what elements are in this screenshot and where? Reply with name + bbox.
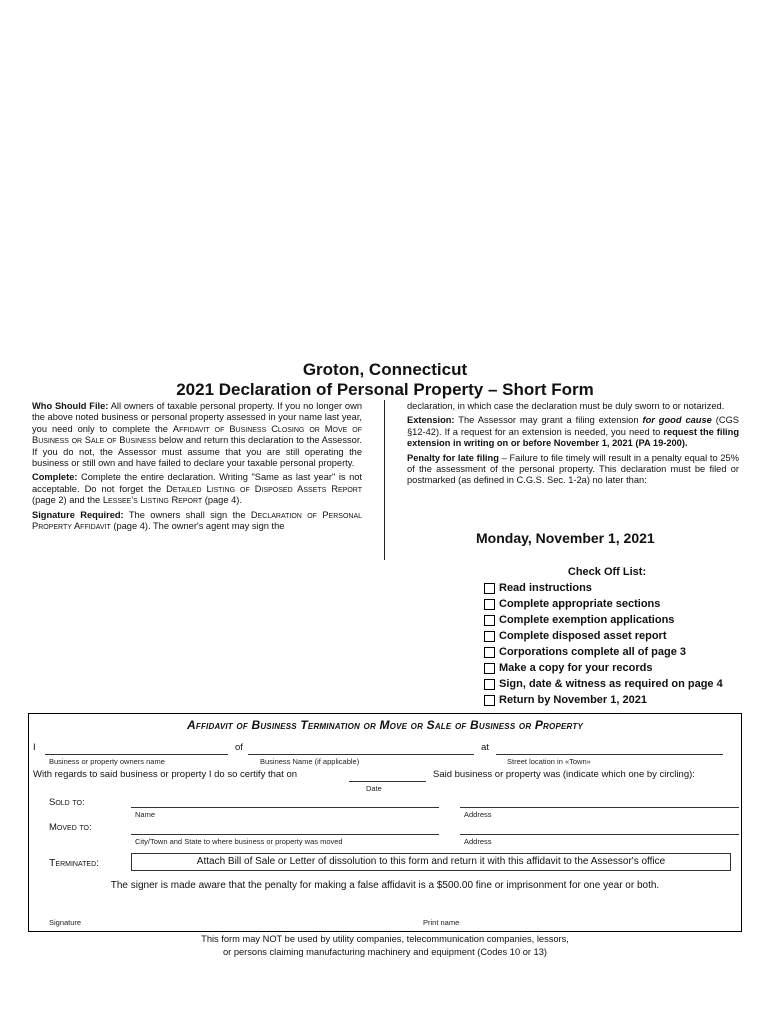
affidavit-section — [28, 713, 742, 932]
moved-to-option[interactable]: Moved to: — [49, 822, 92, 833]
checklist-item[interactable] — [484, 612, 744, 628]
checklist-item[interactable] — [484, 644, 744, 660]
complete-label: Complete: — [32, 472, 78, 483]
signature-paragraph — [32, 510, 362, 533]
checkbox[interactable] — [484, 615, 495, 626]
moved-address-field[interactable] — [460, 834, 739, 835]
checkbox[interactable] — [484, 663, 495, 674]
checklist-item[interactable] — [484, 596, 744, 612]
checkbox[interactable] — [484, 583, 495, 594]
checkbox[interactable] — [484, 695, 495, 706]
checklist-item-label: Make a copy for your records — [499, 662, 653, 674]
penalty-text: – Failure to file timely will result in a penalty equal to 25% of the assessment of the personal property. This declaration must be filed or postmarked (as defined in C.G.S. Sec. 1-2a) no later than: — [407, 452, 739, 486]
signature-required-label: Signature Required: — [32, 509, 124, 520]
who-should-file-paragraph — [32, 401, 362, 469]
complete-text-2: (page 2) and the — [32, 495, 103, 506]
of-label: of — [235, 742, 243, 753]
owner-name-caption: Business or property owners name — [49, 757, 165, 766]
checkbox[interactable] — [484, 679, 495, 690]
complete-text-3: (page 4). — [202, 495, 242, 506]
complete-paragraph — [32, 472, 362, 506]
right-instructions — [407, 401, 739, 490]
lessee-report-reference: Lessee's Listing Report — [102, 495, 203, 506]
extension-text: The Assessor may grant a filing extension — [454, 415, 643, 426]
extension-label: Extension: — [407, 415, 455, 426]
footer-note-line-1: This form may NOT be used by utility companies, telecommunication companies, lessors, — [201, 934, 569, 944]
terminated-instruction-box: Attach Bill of Sale or Letter of dissolution to this form and return it with this affidavit to the Assessor's office — [131, 853, 731, 871]
checklist-item-label: Return by November 1, 2021 — [499, 694, 647, 706]
i-label: I — [33, 742, 36, 753]
declaration-affidavit-reference: Declaration of Personal Property Affidavit — [32, 509, 363, 532]
signature-text-2: (page 4). The owner's agent may sign the — [110, 521, 285, 532]
complete-text: Complete the entire declaration. Writing "Same as last year" is not acceptable. Do not forget the — [32, 472, 362, 494]
print-name-caption: Print name — [423, 918, 460, 927]
buyer-name-field[interactable] — [131, 807, 439, 808]
signature-caption: Signature — [49, 918, 82, 927]
false-affidavit-penalty: The signer is made aware that the penalty for making a false affidavit is a $500.00 fine or imprisonment for one year or both. — [110, 880, 660, 891]
checklist-item[interactable] — [484, 660, 744, 676]
checklist-item[interactable] — [484, 628, 744, 644]
good-cause-text: for good cause — [642, 415, 712, 426]
checklist-item-label: Complete disposed asset report — [499, 630, 667, 642]
checkbox[interactable] — [484, 631, 495, 642]
extension-paragraph — [407, 415, 739, 449]
checklist-item[interactable] — [484, 580, 744, 596]
form-title: 2021 Declaration of Personal Property – Short Form — [176, 380, 594, 399]
at-label: at — [481, 742, 489, 753]
date-caption: Date — [366, 784, 382, 793]
who-text-cont: below and return this declaration to the Assessor. If you do not, the Assessor must assume that you are still operating the business or still own and have failed to declare your taxable personal property. — [32, 435, 362, 469]
signature-text: The owners shall sign the — [123, 509, 251, 520]
circling-instruction: Said business or property was (indicate which one by circling): — [433, 769, 695, 780]
checklist-item[interactable] — [484, 676, 744, 692]
extension-text-2: (CGS §12-42). If a request for an extension is needed, you need to — [407, 415, 740, 437]
terminated-option[interactable]: Terminated: — [49, 857, 100, 869]
checklist-item[interactable] — [484, 692, 744, 708]
street-location-field[interactable] — [496, 754, 723, 755]
checklist-item-label: Complete appropriate sections — [499, 598, 661, 610]
filing-deadline: Monday, November 1, 2021 — [476, 530, 655, 546]
checklist-item-label: Complete exemption applications — [499, 614, 675, 626]
continued-paragraph: declaration, in which case the declaration must be duly sworn to or notarized. — [407, 401, 725, 411]
certify-text: With regards to said business or property I do so certify that on — [33, 769, 298, 780]
checklist-item-label: Sign, date & witness as required on page 4 — [499, 678, 723, 690]
checklist-item-label: Read instructions — [499, 582, 592, 594]
who-should-file-label: Who Should File: — [32, 401, 109, 411]
buyer-address-field[interactable] — [460, 807, 739, 808]
owner-name-field[interactable] — [45, 754, 228, 755]
name-caption: Name — [135, 810, 156, 819]
checklist-title: Check Off List: — [567, 566, 647, 578]
business-name-caption: Business Name (if applicable) — [260, 757, 360, 766]
check-off-list — [484, 566, 744, 708]
address-caption: Address — [464, 810, 492, 819]
business-name-field[interactable] — [248, 754, 474, 755]
address-caption: Address — [464, 837, 492, 846]
disposed-assets-reference: Detailed Listing of Disposed Assets Report — [166, 483, 362, 494]
left-instructions — [32, 401, 362, 535]
checklist-item-label: Corporations complete all of page 3 — [499, 646, 687, 658]
affidavit-title: Affidavit of Business Termination or Move or Sale of Business or Property — [187, 718, 583, 732]
footer-note-line-2: or persons claiming manufacturing machinery and equipment (Codes 10 or 13) — [222, 947, 547, 957]
sold-to-option[interactable]: Sold to: — [49, 797, 85, 808]
penalty-label: Penalty for late filing — [407, 452, 499, 463]
street-location-caption: Street location in «Town» — [507, 757, 591, 766]
checkbox[interactable] — [484, 599, 495, 610]
checkbox[interactable] — [484, 647, 495, 658]
who-text: All owners of taxable personal property. If you no longer own the above noted business or personal property assessed in your name last year, you need only to complete the — [32, 401, 362, 434]
town-title: Groton, Connecticut — [302, 360, 468, 379]
moved-city-field[interactable] — [131, 834, 439, 835]
affidavit-reference: Affidavit of Business Closing or Move of Business or Sale of Business — [32, 423, 363, 446]
date-field[interactable] — [349, 781, 426, 782]
city-state-caption: City/Town and State to where business or property was moved — [135, 837, 343, 846]
penalty-paragraph — [407, 453, 739, 487]
column-divider — [384, 400, 385, 560]
extension-deadline-text: request the filing extension in writing on or before November 1, 2021 (PA 19-200). — [407, 426, 739, 449]
